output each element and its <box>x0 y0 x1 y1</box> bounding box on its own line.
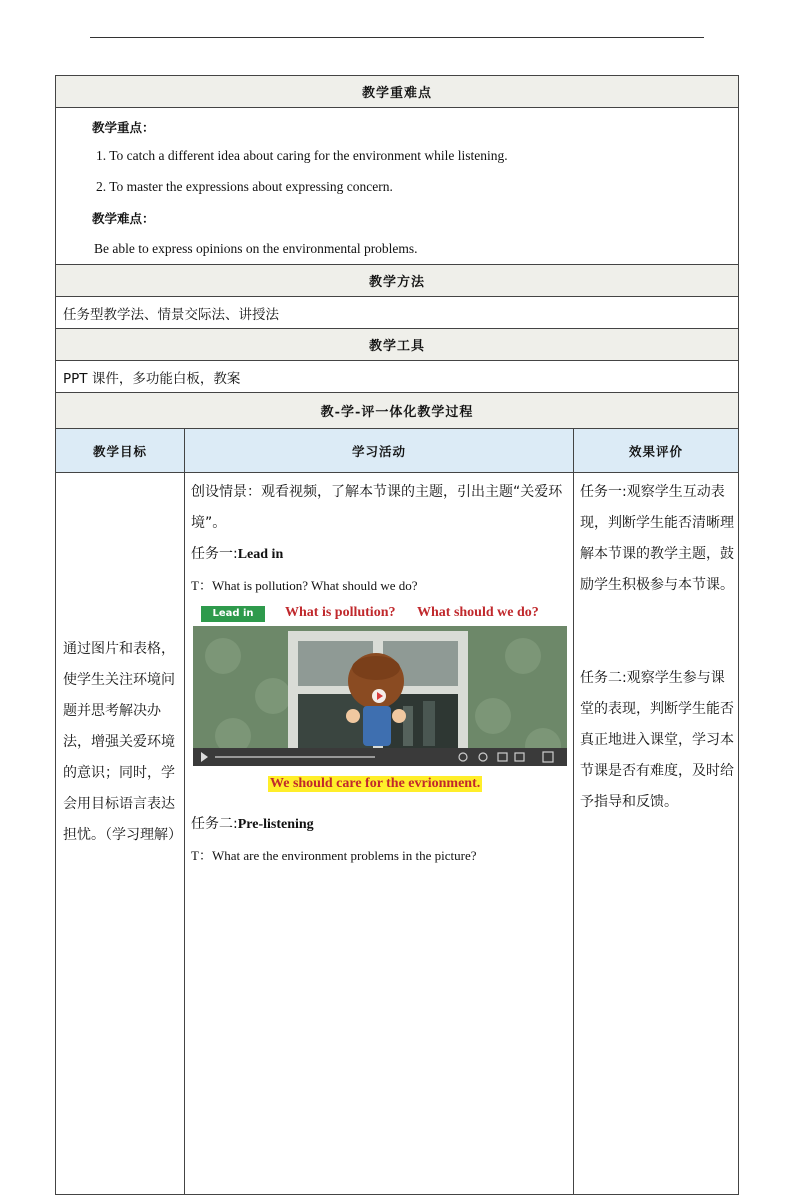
process-heading: 教-学-评一体化教学过程 <box>56 393 739 429</box>
intro-line-1: 创设情景：观看视频，了解本节课的主题，引出主题“关爱环 <box>191 484 563 500</box>
tools-heading: 教学工具 <box>56 329 739 361</box>
task1-question: T：What is pollution? What should we do? <box>191 578 418 593</box>
tools-text: PPT 课件，多功能白板，教案 <box>56 361 739 393</box>
evaluation-task1: 任务一:观察学生互动表现，判断学生能否清晰理解本节课的教学主题，鼓励学生积极参与本节课。 <box>580 484 734 593</box>
focus-item-2: 2. To master the expressions about expressing concern. <box>96 179 393 194</box>
key-points-cell <box>56 108 739 265</box>
focus-label: 教学重点： <box>92 120 155 135</box>
lead-in-badge: Lead in <box>201 606 265 622</box>
task2-question: T：What are the environment problems in the picture? <box>191 848 477 863</box>
slide-header <box>193 604 567 624</box>
evaluation-task2: 任务二:观察学生参与课堂的表现，判断学生能否真正地进入课堂，学习本节课是否有难度，及时给予指导和反馈。 <box>580 670 734 810</box>
task1-title: 任务一:Lead in <box>191 546 284 562</box>
difficulty-text: Be able to express opinions on the environmental problems. <box>94 241 418 256</box>
video-controls[interactable] <box>193 748 567 766</box>
methods-heading: 教学方法 <box>56 265 739 297</box>
control-icons <box>193 748 567 766</box>
slide-caption: We should care for the evrionment. <box>270 776 481 791</box>
methods-text: 任务型教学法、情景交际法、讲授法 <box>56 297 739 329</box>
slide-question-1: What is pollution? <box>285 605 396 620</box>
slide-question-2: What should we do? <box>417 605 539 620</box>
column-activity: 学习活动 <box>185 429 574 473</box>
cartoon-illustration <box>193 626 567 766</box>
learning-activity <box>185 473 574 1195</box>
effect-evaluation <box>574 473 739 1195</box>
focus-item-1: 1. To catch a different idea about caring for the environment while listening. <box>96 148 508 163</box>
video-player[interactable] <box>193 626 567 766</box>
teaching-goal: 通过图片和表格，使学生关注环境问题并思考解决办法，增强关爱环境的意识；同时，学会用目标语言表达担忧。（学习理解） <box>56 473 185 1195</box>
column-evaluation: 效果评价 <box>574 429 739 473</box>
difficulty-label: 教学难点： <box>92 211 155 226</box>
intro-line-2: 境”。 <box>191 515 227 531</box>
lesson-plan-table <box>55 75 739 1195</box>
key-points-heading: 教学重难点 <box>56 76 739 108</box>
page-header-rule <box>90 37 704 38</box>
task2-title: 任务二:Pre-listening <box>191 816 314 832</box>
column-goal: 教学目标 <box>56 429 185 473</box>
